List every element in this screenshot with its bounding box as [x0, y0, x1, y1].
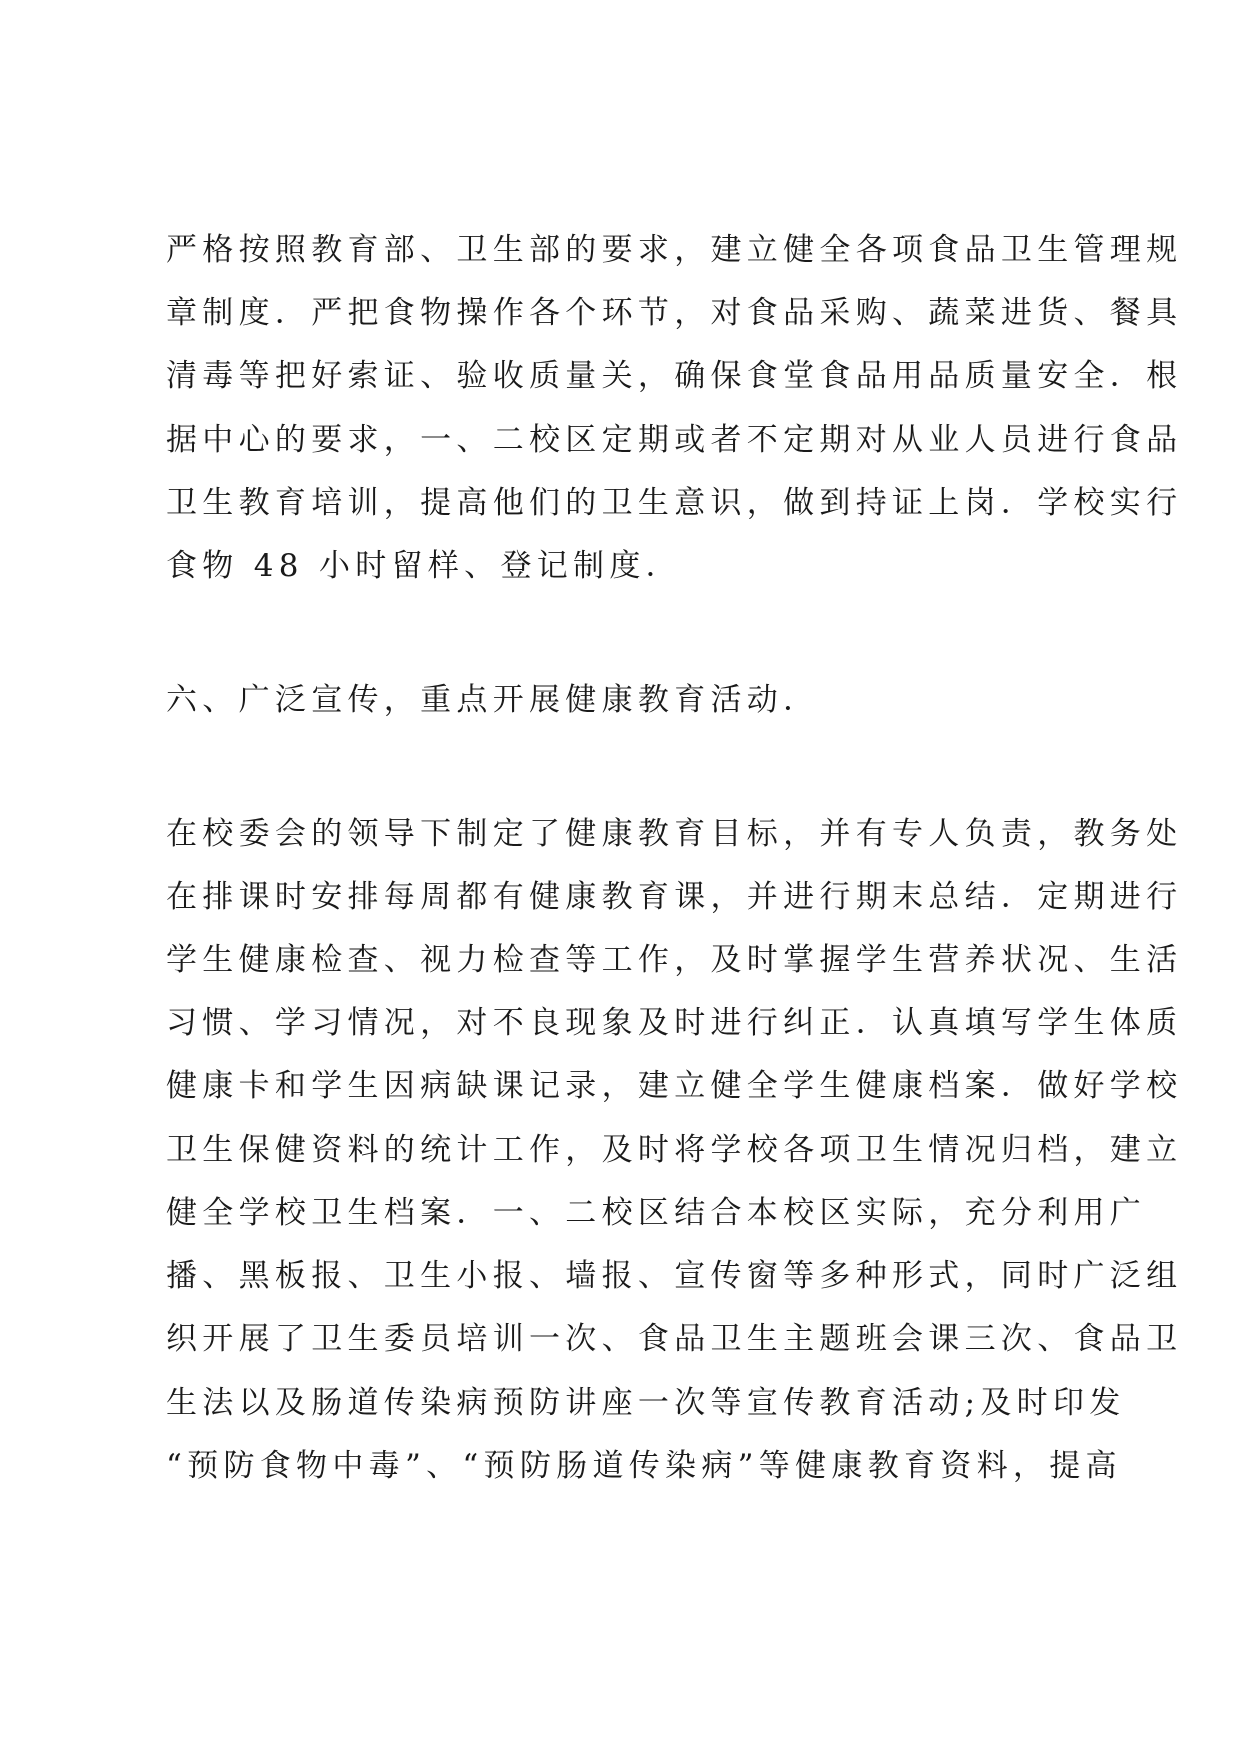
paragraph-line: 严格按照教育部、卫生部的要求，建立健全各项食品卫生管理规	[166, 232, 1183, 268]
paragraph-line: 卫生教育培训，提高他们的卫生意识，做到持证上岗．学校实行	[166, 485, 1183, 521]
paragraph-line: 在排课时安排每周都有健康教育课，并进行期末总结．定期进行	[166, 879, 1183, 915]
paragraph-line: 据中心的要求，一、二校区定期或者不定期对从业人员进行食品	[166, 422, 1183, 458]
paragraph-line: 织开展了卫生委员培训一次、食品卫生主题班会课三次、食品卫	[166, 1321, 1183, 1357]
paragraph-line: 在校委会的领导下制定了健康教育目标，并有专人负责，教务处	[166, 816, 1183, 852]
section-heading: 六、广泛宣传，重点开展健康教育活动．	[166, 682, 820, 718]
paragraph-line: 生法以及肠道传染病预防讲座一次等宣传教育活动;及时印发	[166, 1385, 1126, 1421]
paragraph-line: “预防食物中毒”、“预防肠道传染病”等健康教育资料，提高	[166, 1448, 1122, 1484]
paragraph-line: 播、黑板报、卫生小报、墙报、宣传窗等多种形式，同时广泛组	[166, 1258, 1183, 1294]
paragraph-line: 学生健康检查、视力检查等工作，及时掌握学生营养状况、生活	[166, 942, 1183, 978]
paragraph-line: 章制度．严把食物操作各个环节，对食品采购、蔬菜进货、餐具	[166, 295, 1183, 331]
paragraph-line: 习惯、学习情况，对不良现象及时进行纠正．认真填写学生体质	[166, 1005, 1183, 1041]
paragraph-line: 健全学校卫生档案．一、二校区结合本校区实际，充分利用广	[166, 1195, 1147, 1231]
paragraph-line: 健康卡和学生因病缺课记录，建立健全学生健康档案．做好学校	[166, 1068, 1183, 1104]
paragraph-line: 清毒等把好索证、验收质量关，确保食堂食品用品质量安全．根	[166, 358, 1183, 394]
paragraph-line: 食物 48 小时留样、登记制度．	[166, 548, 682, 584]
paragraph-line: 卫生保健资料的统计工作，及时将学校各项卫生情况归档，建立	[166, 1132, 1183, 1168]
